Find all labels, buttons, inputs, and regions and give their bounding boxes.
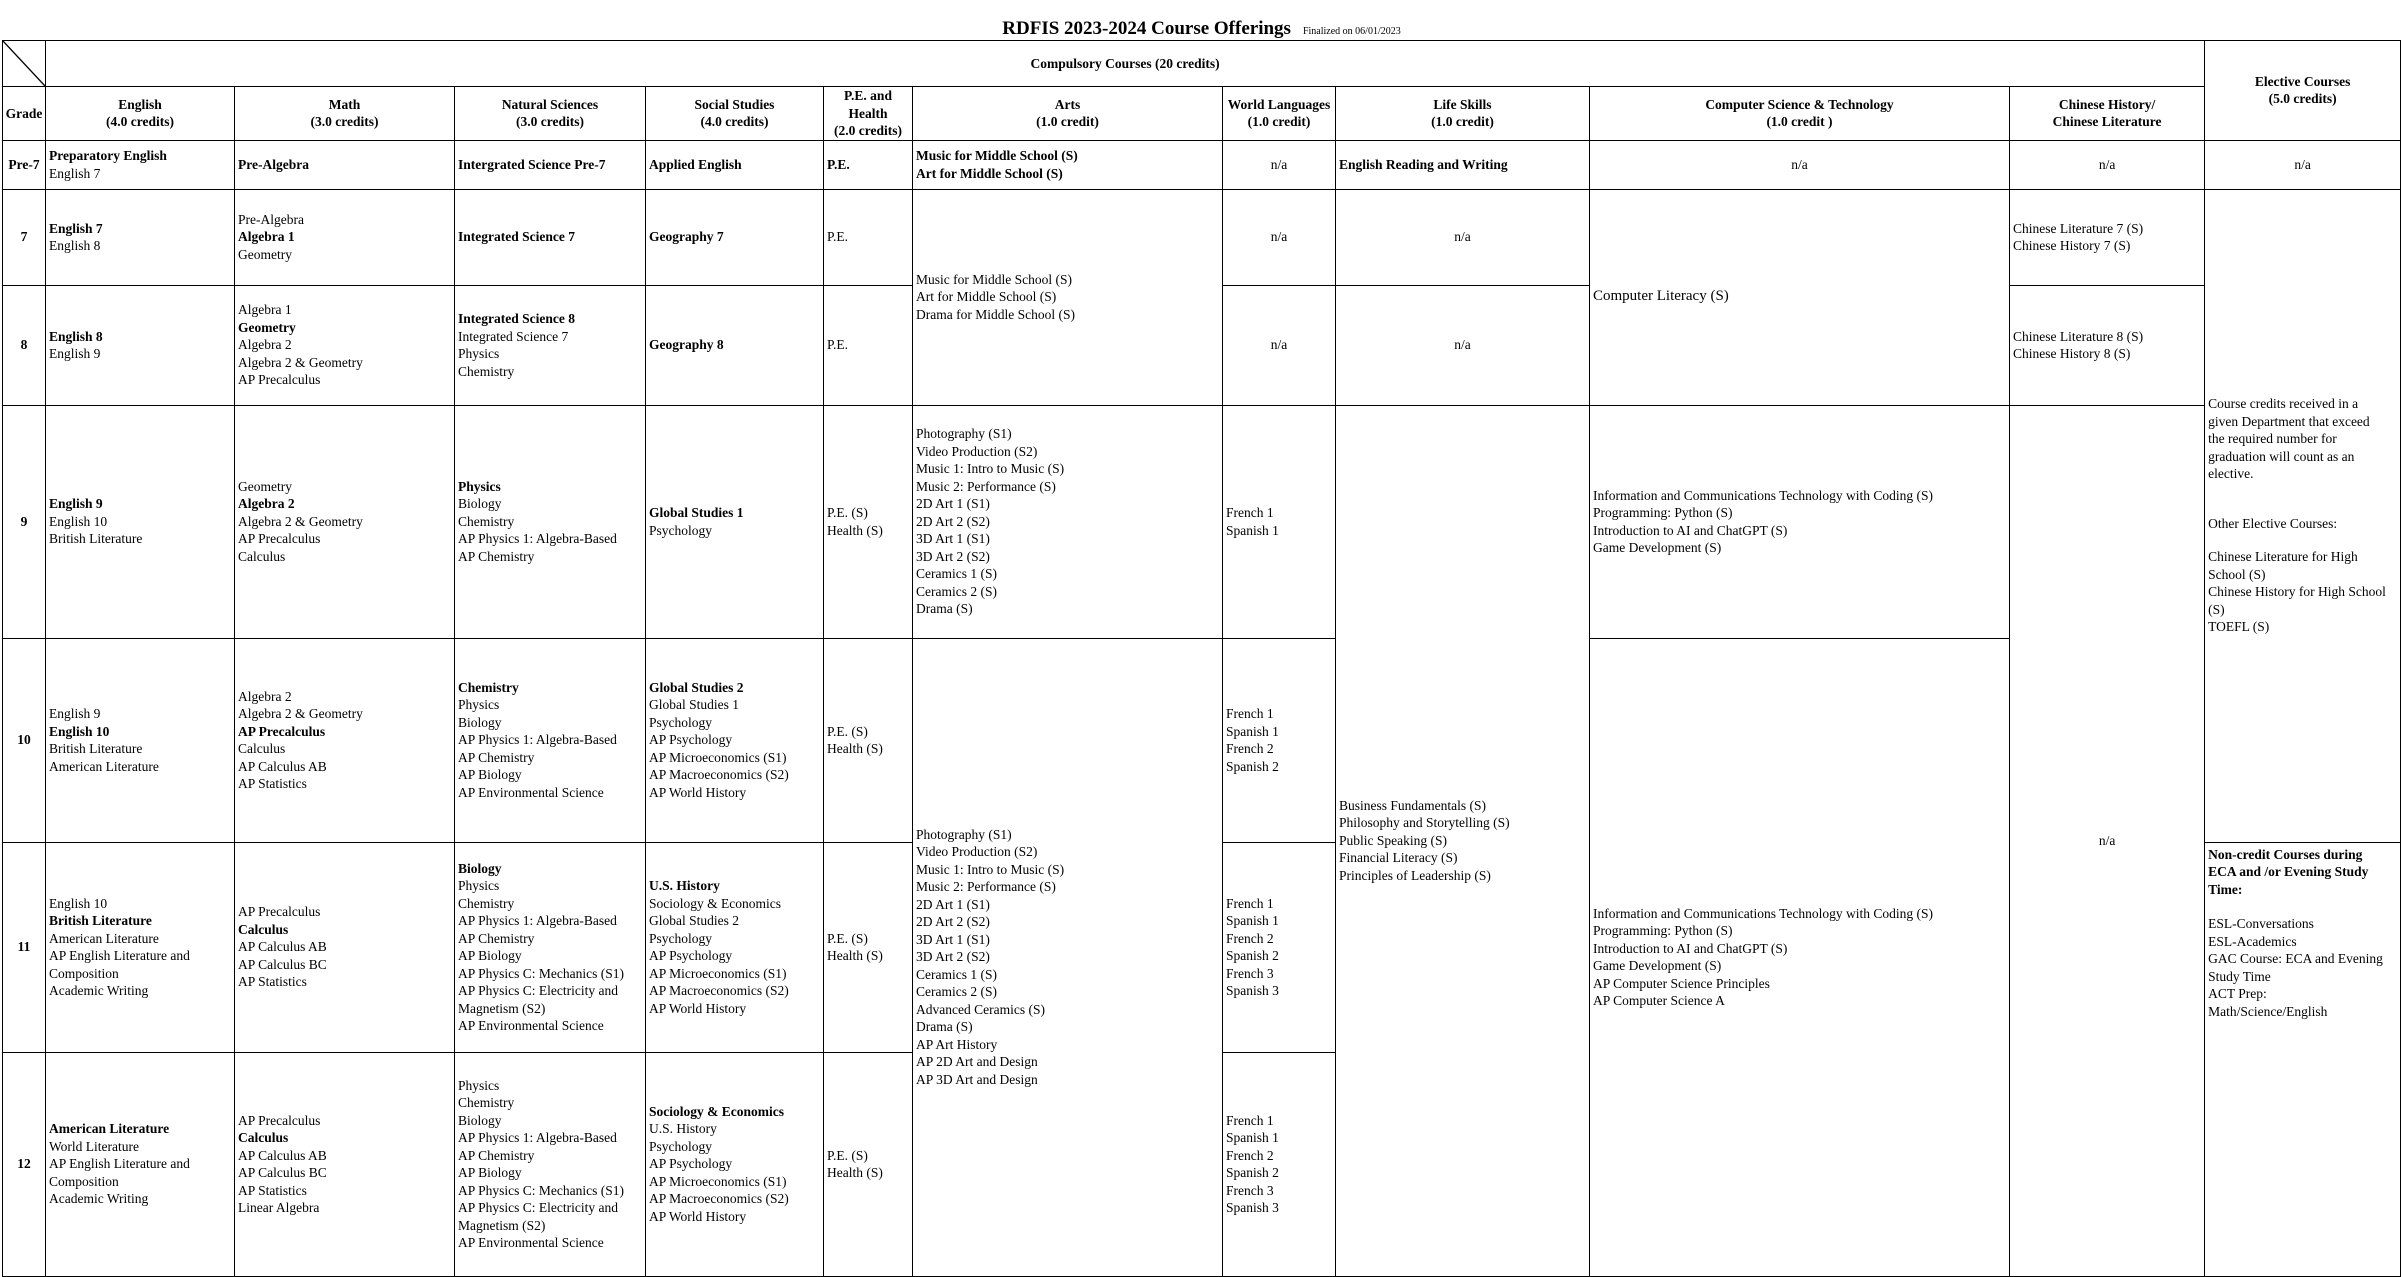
g8-pe: P.E.	[824, 285, 913, 405]
arts-grades-7-8: Music for Middle School (S) Art for Middle School (S) Drama for Middle School (S)	[913, 189, 1223, 405]
grade-9: 9	[3, 405, 46, 638]
g12-languages: French 1 Spanish 1 French 2 Spanish 2 French 3 Spanish 3	[1223, 1052, 1336, 1276]
elective-header: Elective Courses (5.0 credits)	[2205, 41, 2401, 141]
g8-science: Integrated Science 8 Integrated Science 7 Physics Chemistry	[455, 285, 646, 405]
g10-science: Chemistry Physics Biology AP Physics 1: Algebra-Based AP Chemistry AP Biology AP Environmental Science	[455, 638, 646, 842]
g7-life: n/a	[1336, 189, 1590, 285]
pre7-math: Pre-Algebra	[235, 140, 455, 189]
g7-chinese: Chinese Literature 7 (S) Chinese History 7 (S)	[2010, 189, 2205, 285]
cs-grades-10-12: Information and Communications Technology with Coding (S) Programming: Python (S) Introduction to AI and ChatGPT (S) Game Development (S) AP Computer Science Principles AP Computer Science A	[1590, 638, 2010, 1276]
corner-cell	[3, 41, 46, 87]
g8-life: n/a	[1336, 285, 1590, 405]
g7-science: Integrated Science 7	[455, 189, 646, 285]
g7-social: Geography 7	[646, 189, 824, 285]
g12-social: Sociology & Economics U.S. History Psychology AP Psychology AP Microeconomics (S1) AP Macroeconomics (S2) AP World History	[646, 1052, 824, 1276]
g11-languages: French 1 Spanish 1 French 2 Spanish 2 French 3 Spanish 3	[1223, 842, 1336, 1052]
social-header: Social Studies (4.0 credits)	[646, 87, 824, 141]
pre7-social: Applied English	[646, 140, 824, 189]
g7-pe: P.E.	[824, 189, 913, 285]
g11-pe: P.E. (S) Health (S)	[824, 842, 913, 1052]
page-title-block	[0, 18, 2403, 40]
grade-pre7: Pre-7	[3, 140, 46, 189]
life-skills-header: Life Skills (1.0 credit)	[1336, 87, 1590, 141]
g11-science: Biology Physics Chemistry AP Physics 1: Algebra-Based AP Chemistry AP Biology AP Physics C: Mechanics (S1) AP Physics C: Electricity and Magnetism (S2) AP Environmental Science	[455, 842, 646, 1052]
g9-languages: French 1 Spanish 1	[1223, 405, 1336, 638]
languages-header: World Languages (1.0 credit)	[1223, 87, 1336, 141]
arts-header: Arts (1.0 credit)	[913, 87, 1223, 141]
g12-math: AP Precalculus Calculus AP Calculus AB AP Calculus BC AP Statistics Linear Algebra	[235, 1052, 455, 1276]
elective-grades-7-10: Course credits received in a given Department that exceed the required number for graduation will count as an elective. Other Elective Courses: Chinese Literature for High School (S) Chinese History for High School (S) TOEFL (S)	[2205, 189, 2401, 842]
chinese-header: Chinese History/ Chinese Literature	[2010, 87, 2205, 141]
g8-chinese: Chinese Literature 8 (S) Chinese History 8 (S)	[2010, 285, 2205, 405]
finalized-note: Finalized on 06/01/2023	[1302, 26, 1401, 37]
english-header: English (4.0 credits)	[46, 87, 235, 141]
g8-languages: n/a	[1223, 285, 1336, 405]
page-title: RDFIS 2023-2024 Course Offerings	[1002, 18, 1291, 39]
g9-pe: P.E. (S) Health (S)	[824, 405, 913, 638]
g11-social: U.S. History Sociology & Economics Global Studies 2 Psychology AP Psychology AP Microeconomics (S1) AP Macroeconomics (S2) AP World History	[646, 842, 824, 1052]
math-header: Math (3.0 credits)	[235, 87, 455, 141]
g12-pe: P.E. (S) Health (S)	[824, 1052, 913, 1276]
g9-arts: Photography (S1) Video Production (S2) Music 1: Intro to Music (S) Music 2: Performance (S) 2D Art 1 (S1) 2D Art 2 (S2) 3D Art 1 (S1) 3D Art 2 (S2) Ceramics 1 (S) Ceramics 2 (S) Drama (S)	[913, 405, 1223, 638]
pre7-life: English Reading and Writing	[1336, 140, 1590, 189]
pre7-arts: Music for Middle School (S) Art for Middle School (S)	[913, 140, 1223, 189]
compulsory-header: Compulsory Courses (20 credits)	[46, 41, 2205, 87]
g12-english: American Literature World Literature AP English Literature and Composition Academic Writing	[46, 1052, 235, 1276]
g10-english: English 9 English 10 British Literature American Literature	[46, 638, 235, 842]
g7-english: English 7 English 8	[46, 189, 235, 285]
pre7-english: Preparatory English English 7	[46, 140, 235, 189]
g10-math: Algebra 2 Algebra 2 & Geometry AP Precalculus Calculus AP Calculus AB AP Statistics	[235, 638, 455, 842]
pre7-pe: P.E.	[824, 140, 913, 189]
g11-math: AP Precalculus Calculus AP Calculus AB AP Calculus BC AP Statistics	[235, 842, 455, 1052]
g8-math: Algebra 1 Geometry Algebra 2 Algebra 2 & Geometry AP Precalculus	[235, 285, 455, 405]
course-table	[2, 40, 2401, 1277]
pre7-cs: n/a	[1590, 140, 2010, 189]
pre7-elective: n/a	[2205, 140, 2401, 189]
g11-english: English 10 British Literature American Literature AP English Literature and Composition Academic Writing	[46, 842, 235, 1052]
grade-8: 8	[3, 285, 46, 405]
grade-header: Grade	[3, 87, 46, 141]
pre7-chinese: n/a	[2010, 140, 2205, 189]
life-grades-9-12: Business Fundamentals (S) Philosophy and Storytelling (S) Public Speaking (S) Financial Literacy (S) Principles of Leadership (S)	[1336, 405, 1590, 1276]
pe-header: P.E. and Health (2.0 credits)	[824, 87, 913, 141]
g7-math: Pre-Algebra Algebra 1 Geometry	[235, 189, 455, 285]
g9-science: Physics Biology Chemistry AP Physics 1: Algebra-Based AP Chemistry	[455, 405, 646, 638]
science-header: Natural Sciences (3.0 credits)	[455, 87, 646, 141]
g9-social: Global Studies 1 Psychology	[646, 405, 824, 638]
pre7-science: Intergrated Science Pre-7	[455, 140, 646, 189]
g9-cs: Information and Communications Technology with Coding (S) Programming: Python (S) Introduction to AI and ChatGPT (S) Game Development (S)	[1590, 405, 2010, 638]
g8-english: English 8 English 9	[46, 285, 235, 405]
grade-11: 11	[3, 842, 46, 1052]
g8-social: Geography 8	[646, 285, 824, 405]
g9-math: Geometry Algebra 2 Algebra 2 & Geometry AP Precalculus Calculus	[235, 405, 455, 638]
grade-7: 7	[3, 189, 46, 285]
grade-12: 12	[3, 1052, 46, 1276]
chinese-grades-9-12: n/a	[2010, 405, 2205, 1276]
grade-10: 10	[3, 638, 46, 842]
g12-science: Physics Chemistry Biology AP Physics 1: Algebra-Based AP Chemistry AP Biology AP Physics C: Mechanics (S1) AP Physics C: Electricity and Magnetism (S2) AP Environmental Science	[455, 1052, 646, 1276]
g7-languages: n/a	[1223, 189, 1336, 285]
cs-header: Computer Science & Technology (1.0 credit )	[1590, 87, 2010, 141]
g10-social: Global Studies 2 Global Studies 1 Psychology AP Psychology AP Microeconomics (S1) AP Macroeconomics (S2) AP World History	[646, 638, 824, 842]
arts-grades-10-12: Photography (S1) Video Production (S2) Music 1: Intro to Music (S) Music 2: Performance (S) 2D Art 1 (S1) 2D Art 2 (S2) 3D Art 1 (S1) 3D Art 2 (S2) Ceramics 1 (S) Ceramics 2 (S) Advanced Ceramics (S) Drama (S) AP Art History AP 2D Art and Design AP 3D Art and Design	[913, 638, 1223, 1276]
g10-pe: P.E. (S) Health (S)	[824, 638, 913, 842]
elective-grades-11-12: Non-credit Courses during ECA and /or Evening Study Time: ESL-Conversations ESL-Academics GAC Course: ECA and Evening Study Time ACT Prep: Math/Science/English	[2205, 842, 2401, 1276]
g10-languages: French 1 Spanish 1 French 2 Spanish 2	[1223, 638, 1336, 842]
pre7-languages: n/a	[1223, 140, 1336, 189]
g9-english: English 9 English 10 British Literature	[46, 405, 235, 638]
cs-grades-7-8: Computer Literacy (S)	[1590, 189, 2010, 405]
